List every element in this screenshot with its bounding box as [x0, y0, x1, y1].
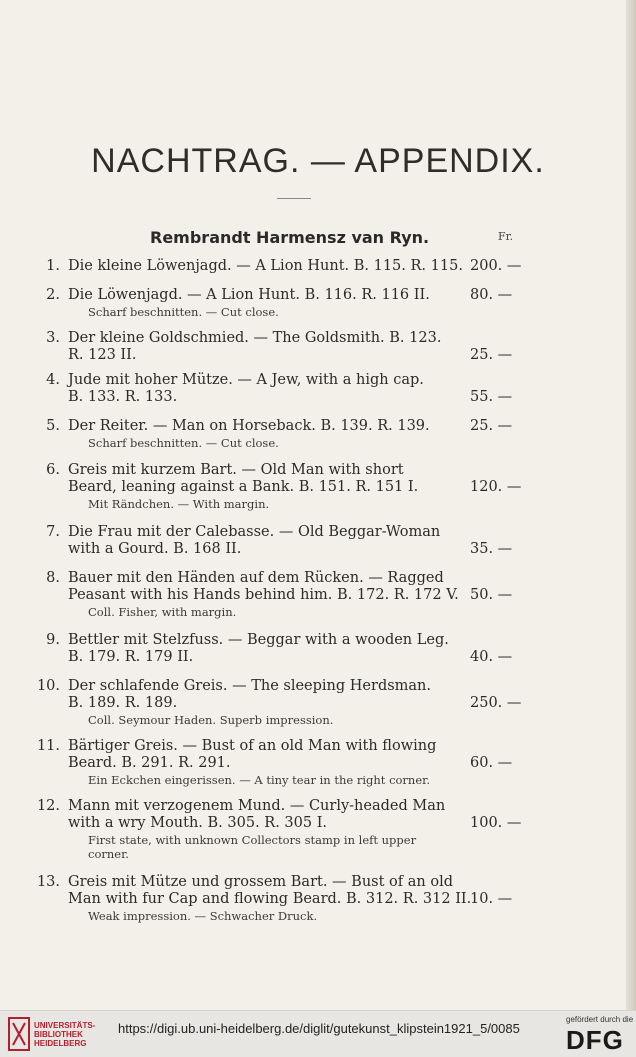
entry-number: 5.	[46, 418, 60, 434]
entry-note: corner.	[88, 847, 129, 861]
entry-price: 60. —	[470, 755, 513, 771]
entry-price: 25. —	[470, 347, 513, 363]
entry-description-line: Greis mit kurzem Bart. — Old Man with short	[68, 462, 404, 478]
entry-price: 250. —	[470, 695, 522, 711]
entry-description-line: Beard, leaning against a Bank. B. 151. R. 151 I.	[68, 479, 419, 495]
currency-label: Fr.	[498, 230, 514, 243]
entry-price: 120. —	[470, 479, 522, 495]
entry-price: 100. —	[470, 815, 522, 831]
entry-description-line: with a wry Mouth. B. 305. R. 305 I.	[68, 815, 328, 831]
entry-description-line: B. 133. R. 133.	[68, 389, 178, 405]
entry-description-line: Bauer mit den Händen auf dem Rücken. — Ragged	[68, 570, 444, 586]
library-logo-icon	[8, 1017, 30, 1051]
entry-note: Weak impression. — Schwacher Druck.	[88, 909, 318, 923]
entry-number: 10.	[36, 678, 60, 694]
entry-note: Ein Eckchen eingerissen. — A tiny tear in the right corner.	[88, 773, 431, 787]
entry-description-line: R. 123 II.	[68, 347, 137, 363]
title-divider	[277, 198, 311, 199]
entry-description-line: Mann mit verzogenem Mund. — Curly-headed Man	[68, 798, 446, 814]
entry-price: 200. —	[470, 258, 522, 274]
entry-description-line: Bärtiger Greis. — Bust of an old Man with flowing	[68, 738, 437, 754]
entry-number: 4.	[46, 372, 60, 388]
entry-number: 6.	[46, 462, 60, 478]
dfg-logo: DFG	[566, 1025, 624, 1055]
entry-description-line: Jude mit hoher Mütze. — A Jew, with a high cap.	[68, 372, 424, 388]
entry-description-line: Die Löwenjagd. — A Lion Hunt. B. 116. R. 116 II.	[68, 287, 430, 303]
entry-description-line: Beard. B. 291. R. 291.	[68, 755, 231, 771]
entry-description-line: Der kleine Goldschmied. — The Goldsmith. B. 123.	[68, 330, 442, 346]
entry-price: 40. —	[470, 649, 513, 665]
entry-description-line: Man with fur Cap and flowing Beard. B. 312. R. 312 II.	[68, 891, 472, 907]
entry-note: First state, with unknown Collectors stamp in left upper	[88, 833, 417, 847]
entry-description-line: Die Frau mit der Calebasse. — Old Beggar-Woman	[68, 524, 441, 540]
funded-by-label: gefördert durch die	[566, 1015, 634, 1024]
footer-bar	[0, 1010, 636, 1057]
entry-description-line: Der schlafende Greis. — The sleeping Herdsman.	[68, 678, 432, 694]
entry-description-line: with a Gourd. B. 168 II.	[68, 541, 242, 557]
entry-price: 35. —	[470, 541, 513, 557]
entry-price: 25. —	[470, 418, 513, 434]
entry-number: 12.	[36, 798, 60, 814]
entry-price: 10. —	[470, 891, 513, 907]
page-title: NACHTRAG. — APPENDIX.	[91, 142, 545, 180]
entry-number: 13.	[36, 874, 60, 890]
entry-price: 50. —	[470, 587, 513, 603]
entry-description-line: Die kleine Löwenjagd. — A Lion Hunt. B. 115. R. 115.	[68, 258, 463, 274]
permalink-url[interactable]: https://digi.ub.uni-heidelberg.de/diglit/gutekunst_klipstein1921_5/0085	[118, 1021, 520, 1036]
entry-number: 2.	[46, 287, 60, 303]
entry-number: 7.	[46, 524, 60, 540]
entry-note: Mit Rändchen. — With margin.	[88, 497, 270, 511]
artist-heading: Rembrandt Harmensz van Ryn.	[150, 228, 430, 247]
entry-number: 1.	[46, 258, 60, 274]
entry-price: 80. —	[470, 287, 513, 303]
entry-note: Scharf beschnitten. — Cut close.	[88, 305, 279, 319]
entry-description-line: B. 189. R. 189.	[68, 695, 178, 711]
entry-note: Coll. Seymour Haden. Superb impression.	[88, 713, 334, 727]
entry-description-line: B. 179. R. 179 II.	[68, 649, 194, 665]
entry-number: 8.	[46, 570, 60, 586]
entry-note: Scharf beschnitten. — Cut close.	[88, 436, 279, 450]
entry-description-line: Bettler mit Stelzfuss. — Beggar with a wooden Leg.	[68, 632, 449, 648]
library-name	[34, 1021, 95, 1048]
entry-price: 55. —	[470, 389, 513, 405]
entry-description-line: Der Reiter. — Man on Horseback. B. 139. R. 139.	[68, 418, 430, 434]
entry-note: Coll. Fisher, with margin.	[88, 605, 237, 619]
entry-number: 11.	[36, 738, 60, 754]
entry-number: 3.	[46, 330, 60, 346]
entry-description-line: Greis mit Mütze und grossem Bart. — Bust of an old	[68, 874, 453, 890]
entry-number: 9.	[46, 632, 60, 648]
library-name-text: UNIVERSITÄTS- BIBLIOTHEK HEIDELBERG	[34, 1021, 96, 1048]
entry-description-line: Peasant with his Hands behind him. B. 172. R. 172 V.	[68, 587, 459, 603]
